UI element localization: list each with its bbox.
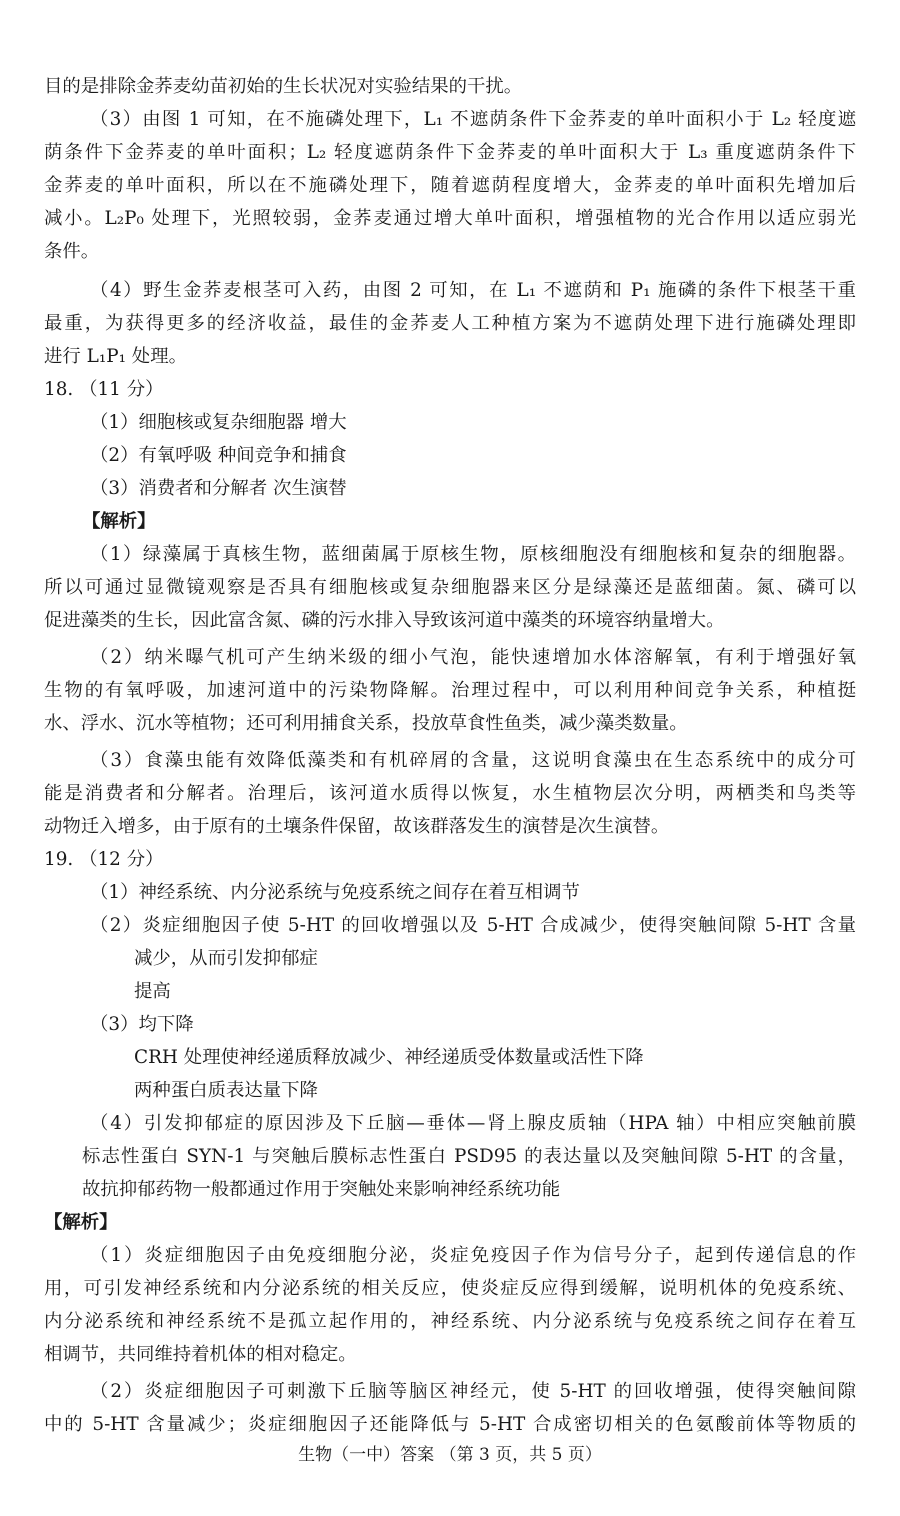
text-line: 内分泌系统和神经系统不是孤立起作用的，神经系统、内分泌系统与免疫系统之间存在着互: [44, 1311, 856, 1332]
text-line: 中的 5-HT 含量减少；炎症细胞因子还能降低与 5-HT 合成密切相关的色氨酸前体等物质的: [44, 1414, 856, 1435]
text-line: CRH 处理使神经递质释放减少、神经递质受体数量或活性下降: [134, 1047, 644, 1068]
text-line: （3）由图 1 可知，在不施磷处理下，L₁ 不遮荫条件下金荞麦的单叶面积小于 L₂ 轻度遮: [90, 109, 856, 130]
text-line: 【解析】: [44, 1212, 118, 1233]
text-line: 金荞麦的单叶面积，所以在不施磷处理下，随着遮荫程度增大，金荞麦的单叶面积先增加后: [44, 175, 856, 196]
text-line: 故抗抑郁药物一般都通过作用于突触处来影响神经系统功能: [82, 1179, 561, 1200]
text-line: （3）消费者和分解者 次生演替: [90, 478, 347, 499]
text-line: 目的是排除金荞麦幼苗初始的生长状况对实验结果的干扰。: [44, 76, 523, 97]
text-line: 减少，从而引发抑郁症: [134, 948, 318, 969]
text-line: 用，可引发神经系统和内分泌系统的相关反应，使炎症反应得到缓解，说明机体的免疫系统、: [44, 1278, 856, 1299]
text-line: （1）神经系统、内分泌系统与免疫系统之间存在着互相调节: [90, 882, 580, 903]
text-line: 相调节，共同维持着机体的相对稳定。: [44, 1344, 357, 1365]
text-line: 进行 L₁P₁ 处理。: [44, 346, 187, 367]
text-line: （1）绿藻属于真核生物，蓝细菌属于原核生物，原核细胞没有细胞核和复杂的细胞器。: [90, 544, 856, 565]
text-line: 动物迁入增多，由于原有的土壤条件保留，故该群落发生的演替是次生演替。: [44, 816, 670, 837]
text-line: 标志性蛋白 SYN-1 与突触后膜标志性蛋白 PSD95 的表达量以及突触间隙 5-HT 的含量，: [82, 1146, 856, 1167]
text-line: 生物的有氧呼吸，加速河道中的污染物降解。治理过程中，可以利用种间竞争关系，种植挺: [44, 680, 856, 701]
text-line: （1）细胞核或复杂细胞器 增大: [90, 412, 347, 433]
text-line: 19. （12 分）: [44, 849, 164, 870]
text-line: （2）炎症细胞因子使 5-HT 的回收增强以及 5-HT 合成减少，使得突触间隙 5-HT 含量: [90, 915, 856, 936]
text-line: 两种蛋白质表达量下降: [134, 1080, 318, 1101]
text-line: （4）引发抑郁症的原因涉及下丘脑—垂体—肾上腺皮质轴（HPA 轴）中相应突触前膜: [90, 1113, 856, 1134]
text-line: 提高: [134, 981, 171, 1002]
text-line: 18. （11 分）: [44, 379, 164, 400]
text-line: 促进藻类的生长，因此富含氮、磷的污水排入导致该河道中藻类的环境容纳量增大。: [44, 610, 725, 631]
text-line: 所以可通过显微镜观察是否具有细胞核或复杂细胞器来区分是绿藻还是蓝细菌。氮、磷可以: [44, 577, 856, 598]
text-line: 水、浮水、沉水等植物；还可利用捕食关系，投放草食性鱼类，减少藻类数量。: [44, 713, 688, 734]
text-line: （3）食藻虫能有效降低藻类和有机碎屑的含量，这说明食藻虫在生态系统中的成分可: [90, 750, 856, 771]
text-line: （2）纳米曝气机可产生纳米级的细小气泡，能快速增加水体溶解氧，有利于增强好氧: [90, 647, 856, 668]
text-line: 【解析】: [82, 511, 156, 532]
text-line: （4）野生金荞麦根茎可入药，由图 2 可知，在 L₁ 不遮荫和 P₁ 施磷的条件下根茎干重: [90, 280, 856, 301]
text-line: 条件。: [44, 241, 100, 262]
text-line: （2）炎症细胞因子可刺激下丘脑等脑区神经元，使 5-HT 的回收增强，使得突触间隙: [90, 1381, 856, 1402]
text-line: 最重，为获得更多的经济收益，最佳的金荞麦人工种植方案为不遮荫处理下进行施磷处理即: [44, 313, 856, 334]
text-line: 能是消费者和分解者。治理后，该河道水质得以恢复，水生植物层次分明，两栖类和鸟类等: [44, 783, 856, 804]
text-line: 减小。L₂P₀ 处理下，光照较弱，金荞麦通过增大单叶面积，增强植物的光合作用以适应弱光: [44, 208, 856, 229]
text-line: 荫条件下金荞麦的单叶面积；L₂ 轻度遮荫条件下金荞麦的单叶面积大于 L₃ 重度遮荫条件下: [44, 142, 856, 163]
text-line: （2）有氧呼吸 种间竞争和捕食: [90, 445, 347, 466]
text-line: （1）炎症细胞因子由免疫细胞分泌，炎症免疫因子作为信号分子，起到传递信息的作: [90, 1245, 856, 1266]
text-line: （3）均下降: [90, 1014, 194, 1035]
page-footer: 生物（一中）答案 （第 3 页，共 5 页）: [298, 1445, 602, 1465]
